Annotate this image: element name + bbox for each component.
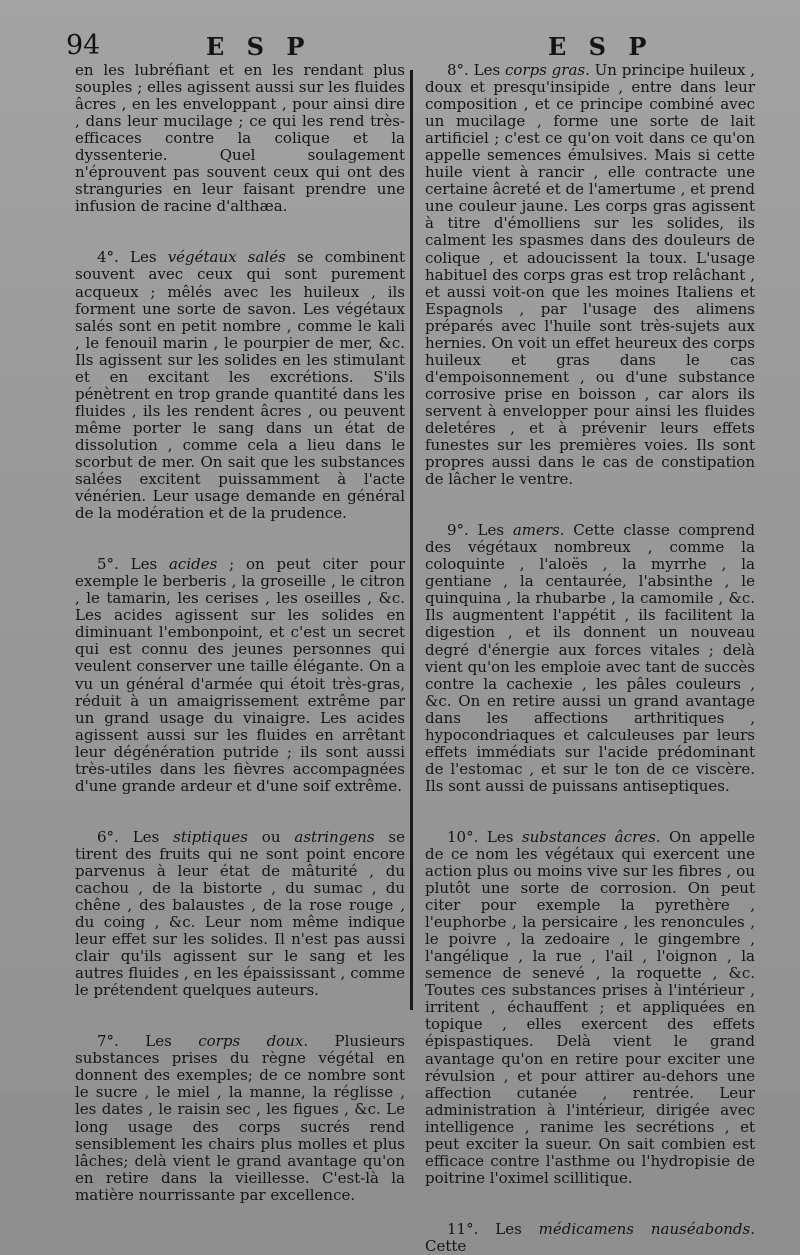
paragraph-gap [75, 999, 405, 1033]
term: médicamens nauséabonds [538, 1219, 751, 1238]
right-column [425, 62, 755, 1255]
column-divider [410, 70, 413, 1010]
item-number: 9°. Les [447, 521, 513, 540]
paragraph-8 [425, 62, 755, 488]
term: stiptiques [173, 827, 248, 846]
paragraph-gap [75, 795, 405, 829]
running-head-right: E S P [548, 32, 654, 61]
paragraph-body: . Cette classe comprend des végétaux nombreux , comme la coloquinte , l'aloës , la myrrhe , la gentiane , la centaurée, l'absinthe , le quinquina , la rhubarbe , la camomile , &c. Ils augmentent l'appétit , ils facilitent la digestion , et ils donnent un nouveau degré d'énergie aux forces vitales ; delà vient qu'on les emploie avec tant de succès contre la cachexie , les pâles couleurs , &c. On en retire aussi un grand avantage dans les affections arthritiques , hypocondriaques et calculeuses par leurs effets immédiats sur l'acide prédominant de l'estomac , et sur le ton de ce viscère. Ils sont aussi de puissans antiseptiques. [425, 521, 755, 795]
paragraph-5 [75, 556, 405, 795]
term: corps doux [198, 1032, 304, 1051]
item-number: 11°. Les [447, 1219, 539, 1238]
term: astringens [294, 827, 375, 846]
term: végétaux salés [167, 248, 286, 267]
connector-text: ou [247, 827, 295, 846]
term: amers [512, 521, 560, 540]
item-number: 6°. Les [97, 827, 174, 846]
term: acides [168, 555, 218, 574]
paragraph-continued: en les lubréfiant et en les rendant plus souples ; elles agissent aussi sur les fluides âcres , en les enveloppant , pour ainsi dire , dans leur mucilage ; ce qui les rend très-efficaces contre la colique et la dyssenterie. Quel soulagement n'éprouvent pas souvent ceux qui ont des stranguries en leur faisant prendre une infusion de racine d'althæa. [75, 61, 405, 216]
paragraph-gap [75, 215, 405, 249]
paragraph-gap [425, 488, 755, 522]
paragraph-7 [75, 1033, 405, 1203]
paragraph-gap [75, 522, 405, 556]
item-number: 7°. Les [97, 1032, 199, 1051]
item-number: 5°. Les [97, 555, 169, 574]
paragraph-body: se combinent souvent avec ceux qui sont purement acqueux ; mêlés avec les huileux , ils forment une sorte de savon. Les végétaux salés sont en petit nombre , comme le kali , le fenouil marin , le pourpier de mer, &c. Ils agissent sur les solides en les stimulant et en excitant les excrétions. S'ils pénètrent en trop grande quantité dans les fluides , ils les rendent âcres , ou peuvent même porter le sang dans un état de dissolution , comme cela a lieu dans le scorbut de mer. On sait que les substances salées excitent puissamment à l'acte vénérien. Leur usage demande en général de la modération et de la prudence. [75, 248, 405, 523]
paragraph-body: . Cette [425, 1219, 755, 1255]
left-column [75, 62, 405, 1204]
item-number: 4°. Les [97, 248, 168, 267]
paragraph-body: . On appelle de ce nom les végétaux qui exercent une action plus ou moins vive sur les fibres , ou plutôt une sorte de corrosion. On peut citer pour exemple la pyrethère , l'euphorbe , la persicaire , les renoncules , le poivre , la zedoaire , le gingembre , l'angélique , la rue , l'ail , l'oignon , la semence de senevé , la roquette , &c. Toutes ces substances prises à l'intérieur , irritent , échauffent ; et appliquées en topique , elles exercent des effets épispastiques. Delà vient le grand avantage qu'on en retire pour exciter une révulsion , et pour attirer au-dehors une affection cutanée , rentrée. Leur administration à l'intérieur, dirigée avec intelligence , ranime les secrétions , et peut exciter la sueur. On sait combien est efficace contre l'asthme ou l'hydropisie de poitrine l'oximel scillitique. [425, 827, 755, 1187]
paragraph-9 [425, 522, 755, 795]
paragraph-4 [75, 249, 405, 522]
item-number: 8°. Les [447, 61, 505, 79]
item-number: 10°. Les [447, 827, 522, 846]
page-header [0, 26, 800, 66]
paragraph-6 [75, 829, 405, 999]
paragraph-body: . Un principe huileux , doux et presqu'insipide , entre dans leur composition , et ce principe combiné avec un mucilage , forme une sorte de lait artificiel ; c'est ce qu'on voit dans ce qu'on appelle semences émulsives. Mais si cette huile vient à rancir , elle contracte une certaine âcreté et de l'amertume , et prend une couleur jaune. Les corps gras agissent à titre d'émolliens sur les solides, ils calment les spasmes dans des douleurs de colique , et adoucissent la toux. L'usage habituel des corps gras est trop relâchant , et aussi voit-on que les moines Italiens et Espagnols , par l'usage des alimens préparés avec l'huile sont très-sujets aux hernies. On voit un effet heureux des corps huileux et gras dans le cas d'empoisonnement , ou d'une substance corrosive prise en boisson , car alors ils servent à envelopper pour ainsi les fluides deletéres , et à prévenir leurs effets funestes sur les premières voies. Ils sont propres aussi dans le cas de constipation de lâcher le ventre. [425, 61, 755, 489]
paragraph-body: . Plusieurs substances prises du règne végétal en donnent des exemples; de ce nombre sont le sucre , le miel , la manne, la réglisse , les dates , le raisin sec , les figues , &c. Le long usage des corps sucrés rend sensiblement les chairs plus molles et plus lâches; delà vient le grand avantage qu'on en retire dans la vieillesse. C'est-là la matière nourrissante par excellence. [75, 1032, 405, 1204]
paragraph-10 [425, 829, 755, 1187]
paragraph-11 [425, 1221, 755, 1255]
running-head-left: E S P [206, 32, 312, 61]
page-number: 94 [66, 30, 101, 61]
paragraph-body: se tirent des fruits qui ne sont point encore parvenus à leur état de mâturité , du cachou , de la bistorte , du sumac , du chêne , des balaustes , de la rose rouge , du coing , &c. Leur nom même indique leur effet sur les solides. Il n'est pas aussi clair qu'ils agissent sur le sang et les autres fluides , en les épaississant , comme le prétendent quelques auteurs. [75, 827, 405, 1000]
paragraph-gap [425, 795, 755, 829]
term: substances âcres [521, 827, 656, 846]
paragraph-body: ; on peut citer pour exemple le berberis , la groseille , le citron , le tamarin, les cerises , les oseilles , &c. Les acides agissent sur les solides en diminuant l'embonpoint, et c'est un secret qui est connu des jeunes personnes qui veulent conserver une taille élégante. On a vu un général d'armée qui étoit très-gras, réduit à un amaigrissement extrême par un grand usage du vinaigre. Les acides agissent aussi sur les fluides en arrêtant leur dégénération putride ; ils sont aussi très-utiles dans les fièvres accompagnées d'une grande ardeur et d'une soif extrême. [75, 555, 405, 795]
term: corps gras [504, 61, 586, 79]
paragraph-gap [425, 1187, 755, 1221]
